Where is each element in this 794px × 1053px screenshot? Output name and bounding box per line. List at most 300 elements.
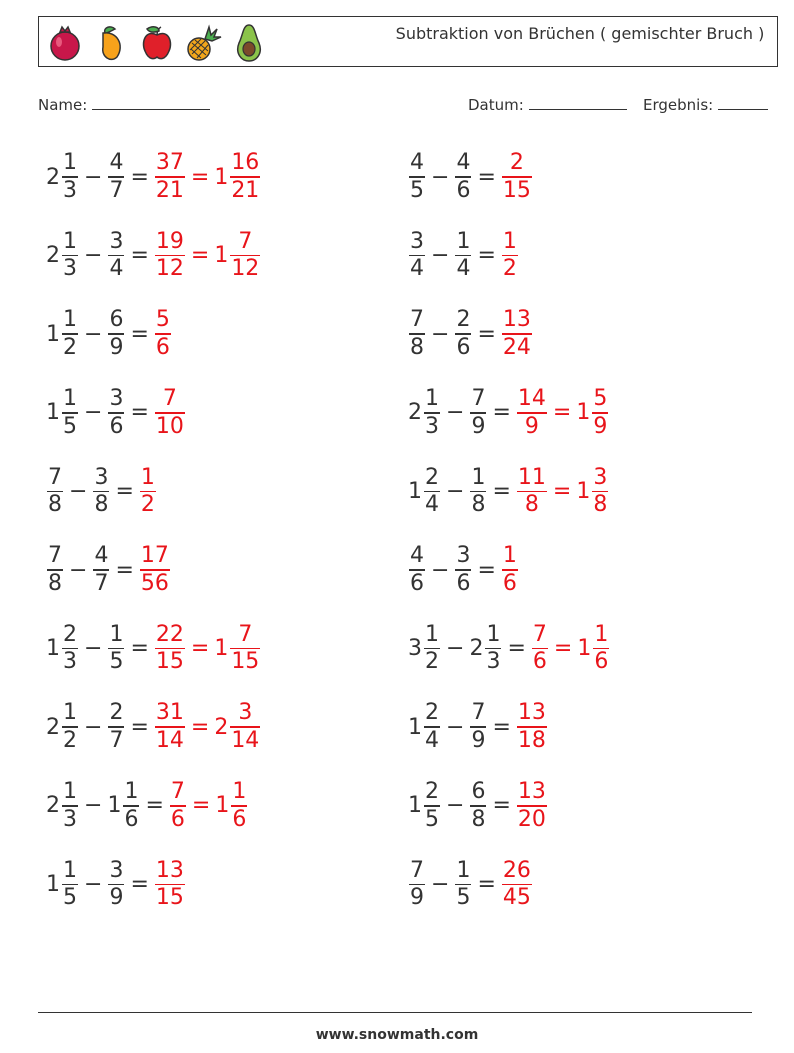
answer-mixed-whole: 1: [214, 243, 229, 269]
answer: [154, 700, 261, 754]
subtrahend-fraction-denominator: 6: [456, 334, 471, 360]
minuend-fraction: [409, 307, 425, 361]
subtrahend-fraction: [470, 465, 486, 519]
answer-improper-numerator: 7: [532, 621, 547, 647]
answer-improper: [140, 543, 170, 597]
answer: [531, 622, 610, 676]
minuend-fraction: [47, 543, 63, 597]
answer-equals-sign: =: [552, 478, 572, 504]
answer-mixed-fraction: [230, 150, 260, 204]
exercise-row: [46, 614, 261, 684]
subtrahend-fraction-denominator: 7: [109, 177, 124, 203]
answer: [154, 386, 186, 440]
subtrahend-fraction-denominator: 4: [109, 256, 124, 282]
minus-sign: −: [84, 714, 103, 740]
subtrahend-fraction-denominator: 7: [109, 727, 124, 753]
answer-improper-denominator: 56: [140, 570, 169, 596]
answer-mixed-whole: 1: [576, 478, 591, 504]
subtrahend-fraction: [470, 779, 486, 833]
answer-mixed-whole: 1: [215, 793, 230, 819]
equals-sign: =: [130, 243, 149, 269]
answer-mixed-fraction-denominator: 14: [231, 727, 260, 753]
subtrahend-fraction: [123, 779, 139, 833]
answer-mixed-fraction-numerator: 1: [232, 779, 247, 805]
answer-mixed-whole: 1: [214, 164, 229, 190]
minuend-fraction-denominator: 8: [48, 570, 62, 596]
answer-improper-denominator: 2: [140, 492, 155, 518]
minuend-fraction-numerator: 2: [425, 464, 439, 490]
minuend-fraction: [409, 858, 425, 912]
subtrahend-fraction-denominator: 6: [109, 413, 124, 439]
answer-mixed-fraction-numerator: 3: [593, 464, 608, 490]
answer-improper-numerator: 14: [517, 386, 546, 412]
answer-mixed-fraction-denominator: 12: [231, 256, 260, 282]
answer-improper: [517, 465, 547, 519]
answer-mixed-whole: 1: [214, 636, 229, 662]
equals-sign: =: [477, 321, 496, 347]
exercise-row: [408, 535, 519, 605]
footer-divider: [38, 1012, 752, 1013]
minuend-fraction: [424, 779, 440, 833]
subtrahend-fraction: [455, 858, 471, 912]
minuend-fraction: [424, 465, 440, 519]
date-label: Datum:: [468, 96, 524, 114]
fruit-icons: [45, 21, 269, 63]
answer-improper: [532, 622, 548, 676]
minuend-fraction-numerator: 2: [425, 700, 439, 726]
exercise-row: [46, 692, 261, 762]
answer-improper: [155, 622, 185, 676]
exercise-row: [46, 771, 248, 841]
subtrahend-fraction-numerator: 1: [109, 621, 124, 647]
answer: [154, 307, 172, 361]
minuend-fraction-numerator: 1: [63, 307, 77, 333]
subtrahend-fraction: [108, 622, 124, 676]
subtrahend-fraction: [108, 700, 124, 754]
subtrahend-fraction-denominator: 3: [486, 649, 501, 675]
answer-improper-numerator: 37: [155, 150, 184, 176]
equals-sign: =: [130, 871, 149, 897]
minuend-fraction-denominator: 2: [63, 727, 77, 753]
answer-improper: [502, 543, 518, 597]
minus-sign: −: [69, 557, 88, 583]
subtrahend-fraction-denominator: 7: [94, 570, 109, 596]
subtrahend-whole: 1: [107, 793, 122, 819]
answer-improper: [155, 307, 171, 361]
answer-equals-sign: =: [191, 793, 211, 819]
answer-improper-numerator: 13: [517, 779, 546, 805]
subtrahend-fraction-numerator: 1: [124, 779, 139, 805]
answer-improper: [155, 700, 185, 754]
answer-improper-numerator: 11: [517, 464, 546, 490]
answer-improper: [517, 779, 547, 833]
answer-mixed-fraction-numerator: 5: [593, 386, 608, 412]
answer-mixed-fraction: [230, 622, 260, 676]
exercise-row: [46, 378, 186, 448]
subtrahend-fraction-denominator: 5: [456, 885, 471, 911]
equals-sign: =: [492, 714, 511, 740]
subtrahend-fraction-denominator: 5: [109, 649, 124, 675]
subtrahend-whole: 2: [469, 636, 484, 662]
subtrahend-fraction: [455, 307, 471, 361]
avocado-icon: [229, 21, 269, 63]
minuend-fraction-denominator: 5: [425, 806, 439, 832]
exercise-row: [46, 221, 261, 291]
worksheet-header: [38, 16, 778, 67]
answer-improper-denominator: 18: [517, 727, 546, 753]
answer-improper-denominator: 14: [155, 727, 184, 753]
minuend-whole: 1: [46, 400, 60, 426]
exercise-row: [46, 849, 186, 919]
footer-url: www.snowmath.com: [315, 1027, 479, 1043]
equals-sign: =: [492, 478, 511, 504]
answer-improper-numerator: 7: [162, 386, 177, 412]
date-blank-line: [529, 95, 627, 110]
subtrahend-fraction-numerator: 1: [486, 621, 501, 647]
minuend-fraction: [424, 622, 440, 676]
minus-sign: −: [431, 871, 450, 897]
subtrahend-fraction: [455, 150, 471, 204]
answer-improper: [140, 465, 156, 519]
minuend-whole: 2: [408, 400, 422, 426]
answer: [501, 543, 519, 597]
answer-improper-numerator: 31: [155, 700, 184, 726]
answer-equals-sign: =: [190, 243, 210, 269]
minuend-fraction-denominator: 4: [410, 256, 424, 282]
minuend-fraction-denominator: 4: [425, 727, 439, 753]
equals-sign: =: [115, 557, 134, 583]
answer-improper: [155, 229, 185, 283]
answer-mixed-fraction-denominator: 8: [593, 492, 608, 518]
answer-equals-sign: =: [552, 400, 572, 426]
subtrahend-fraction: [485, 622, 501, 676]
answer-improper-denominator: 10: [155, 413, 184, 439]
minuend-whole: 2: [46, 164, 60, 190]
minuend-fraction: [424, 700, 440, 754]
answer-equals-sign: =: [190, 164, 210, 190]
exercise-row: [408, 142, 533, 212]
minuend-fraction-denominator: 5: [410, 177, 424, 203]
result-label: Ergebnis:: [643, 96, 714, 114]
minuend-whole: 2: [46, 793, 60, 819]
minuend-fraction-numerator: 1: [425, 621, 439, 647]
exercise-row: [408, 378, 609, 448]
answer-improper: [502, 307, 532, 361]
minus-sign: −: [84, 400, 103, 426]
minuend-fraction: [62, 229, 78, 283]
minus-sign: −: [431, 164, 450, 190]
subtrahend-fraction-denominator: 8: [471, 492, 486, 518]
minus-sign: −: [446, 714, 465, 740]
answer-improper-denominator: 8: [524, 492, 539, 518]
subtrahend-fraction-numerator: 7: [471, 386, 486, 412]
equals-sign: =: [477, 164, 496, 190]
answer-improper-numerator: 7: [170, 779, 185, 805]
answer-improper-denominator: 6: [532, 649, 547, 675]
minuend-fraction-denominator: 5: [63, 885, 77, 911]
answer-improper-denominator: 6: [155, 334, 170, 360]
answer-mixed-fraction: [231, 779, 247, 833]
answer-improper-denominator: 21: [155, 177, 184, 203]
answer-equals-sign: =: [553, 636, 573, 662]
minuend-fraction-numerator: 1: [63, 150, 77, 176]
equals-sign: =: [130, 400, 149, 426]
subtrahend-fraction-numerator: 2: [456, 307, 471, 333]
subtrahend-fraction-numerator: 2: [109, 700, 124, 726]
minuend-fraction: [62, 150, 78, 204]
answer-improper-denominator: 24: [502, 334, 531, 360]
answer-improper: [170, 779, 186, 833]
minuend-whole: 2: [46, 243, 60, 269]
subtrahend-fraction-denominator: 6: [456, 570, 471, 596]
minuend-fraction: [62, 779, 78, 833]
subtrahend-fraction-numerator: 6: [109, 307, 124, 333]
minus-sign: −: [84, 243, 103, 269]
answer-improper-numerator: 2: [509, 150, 524, 176]
minus-sign: −: [84, 164, 103, 190]
subtrahend-fraction-denominator: 6: [124, 806, 139, 832]
answer-mixed-fraction: [592, 465, 608, 519]
name-blank-line: [92, 95, 210, 110]
equals-sign: =: [477, 557, 496, 583]
minus-sign: −: [84, 793, 103, 819]
answer-mixed-whole: 2: [214, 714, 229, 740]
minus-sign: −: [446, 478, 465, 504]
minuend-fraction-denominator: 3: [63, 256, 77, 282]
exercise-row: [408, 692, 548, 762]
answer-improper: [502, 229, 518, 283]
subtrahend-fraction: [455, 229, 471, 283]
exercise-row: [46, 456, 157, 526]
subtrahend-fraction-numerator: 3: [94, 464, 109, 490]
minuend-fraction-denominator: 8: [410, 334, 424, 360]
subtrahend-fraction-denominator: 9: [109, 885, 124, 911]
answer: [139, 543, 171, 597]
subtrahend-fraction-denominator: 9: [471, 413, 486, 439]
pomegranate-icon: [45, 21, 85, 63]
subtrahend-fraction: [470, 386, 486, 440]
minuend-fraction-numerator: 4: [410, 150, 424, 176]
answer: [501, 307, 533, 361]
subtrahend-fraction-numerator: 4: [456, 150, 471, 176]
answer-improper-denominator: 2: [502, 256, 517, 282]
answer-improper-numerator: 1: [502, 228, 517, 254]
subtrahend-fraction-denominator: 9: [109, 334, 124, 360]
name-field: [38, 95, 210, 114]
subtrahend-fraction-denominator: 6: [456, 177, 471, 203]
answer-improper-numerator: 19: [155, 228, 184, 254]
minuend-fraction: [409, 543, 425, 597]
minuend-whole: 1: [408, 478, 422, 504]
subtrahend-fraction-numerator: 1: [456, 228, 471, 254]
answer: [516, 779, 548, 833]
minus-sign: −: [431, 243, 450, 269]
minuend-fraction-denominator: 5: [63, 413, 77, 439]
minuend-fraction-numerator: 1: [63, 228, 77, 254]
minuend-fraction-numerator: 2: [63, 621, 77, 647]
minuend-whole: 1: [408, 714, 422, 740]
minus-sign: −: [84, 871, 103, 897]
answer-improper: [155, 150, 185, 204]
exercise-row: [408, 456, 609, 526]
minuend-whole: 1: [408, 793, 422, 819]
name-label: Name:: [38, 96, 88, 114]
answer: [154, 622, 261, 676]
subtrahend-fraction: [108, 229, 124, 283]
answer-improper: [502, 150, 532, 204]
answer-improper-numerator: 1: [140, 464, 155, 490]
minuend-fraction-numerator: 1: [63, 700, 77, 726]
answer-improper-denominator: 15: [155, 649, 184, 675]
minuend-fraction-denominator: 9: [410, 885, 424, 911]
result-field: [643, 95, 768, 114]
answer: [139, 465, 157, 519]
equals-sign: =: [492, 793, 511, 819]
answer-improper-numerator: 13: [517, 700, 546, 726]
equals-sign: =: [115, 478, 134, 504]
answer-improper-denominator: 6: [170, 806, 185, 832]
minuend-fraction: [62, 700, 78, 754]
answer-mixed-fraction: [592, 386, 608, 440]
exercise-row: [408, 771, 548, 841]
answer-mixed-whole: 1: [576, 400, 591, 426]
answer-mixed-fraction: [230, 229, 260, 283]
minuend-fraction-numerator: 4: [410, 543, 424, 569]
answer-improper-numerator: 17: [140, 543, 169, 569]
answer-improper-numerator: 26: [502, 857, 531, 883]
mango-icon: [91, 21, 131, 63]
subtrahend-fraction-numerator: 7: [471, 700, 486, 726]
answer-improper-numerator: 13: [155, 857, 184, 883]
answer-mixed-fraction-denominator: 9: [593, 413, 608, 439]
answer: [501, 858, 533, 912]
minuend-fraction-numerator: 7: [48, 464, 62, 490]
minuend-fraction: [409, 229, 425, 283]
subtrahend-fraction-numerator: 3: [109, 228, 124, 254]
minuend-fraction-denominator: 3: [63, 177, 77, 203]
answer-improper: [502, 858, 532, 912]
minuend-fraction-denominator: 3: [63, 806, 77, 832]
subtrahend-fraction-numerator: 1: [471, 464, 486, 490]
pineapple-icon: [183, 21, 223, 63]
minuend-fraction-numerator: 1: [63, 386, 77, 412]
minuend-fraction-denominator: 2: [63, 334, 77, 360]
answer-improper-denominator: 20: [517, 806, 546, 832]
subtrahend-fraction: [93, 543, 109, 597]
minuend-fraction: [409, 150, 425, 204]
equals-sign: =: [477, 243, 496, 269]
answer-improper: [155, 858, 185, 912]
minus-sign: −: [446, 793, 465, 819]
minuend-fraction-numerator: 7: [410, 857, 424, 883]
answer-mixed-fraction-numerator: 7: [238, 228, 253, 254]
answer: [154, 858, 186, 912]
answer-improper-numerator: 1: [502, 543, 517, 569]
subtrahend-fraction-denominator: 8: [94, 492, 109, 518]
minuend-whole: 1: [46, 321, 60, 347]
minuend-fraction-numerator: 7: [410, 307, 424, 333]
answer-improper-denominator: 12: [155, 256, 184, 282]
answer-mixed-fraction: [593, 622, 609, 676]
date-field: [468, 95, 627, 114]
subtrahend-fraction-numerator: 4: [109, 150, 124, 176]
minus-sign: −: [446, 400, 465, 426]
answer-improper-denominator: 45: [502, 885, 531, 911]
answer-mixed-fraction: [230, 700, 260, 754]
answer-mixed-fraction-numerator: 16: [231, 150, 260, 176]
subtrahend-fraction-numerator: 3: [456, 543, 471, 569]
answer: [501, 229, 519, 283]
equals-sign: =: [507, 636, 526, 662]
answer: [516, 386, 609, 440]
answer-improper-numerator: 5: [155, 307, 170, 333]
subtrahend-fraction: [455, 543, 471, 597]
subtrahend-fraction: [108, 307, 124, 361]
minuend-fraction-numerator: 1: [425, 386, 439, 412]
minuend-fraction-numerator: 7: [48, 543, 62, 569]
subtrahend-fraction: [93, 465, 109, 519]
equals-sign: =: [492, 400, 511, 426]
minuend-whole: 3: [408, 636, 422, 662]
exercise-row: [46, 535, 171, 605]
minuend-fraction-numerator: 1: [63, 779, 77, 805]
exercise-row: [46, 299, 172, 369]
minuend-fraction-denominator: 3: [425, 413, 439, 439]
answer: [154, 150, 261, 204]
exercise-row: [408, 299, 533, 369]
apple-icon: [137, 21, 177, 63]
exercise-row: [46, 142, 261, 212]
worksheet-title: Subtraktion von Brüchen ( gemischter Bruch ): [395, 24, 765, 43]
minuend-whole: 1: [46, 871, 60, 897]
answer: [169, 779, 248, 833]
subtrahend-fraction: [470, 700, 486, 754]
answer: [516, 700, 548, 754]
minuend-fraction: [62, 622, 78, 676]
minuend-whole: 2: [46, 714, 60, 740]
exercise-row: [408, 614, 610, 684]
minus-sign: −: [69, 478, 88, 504]
minuend-fraction-denominator: 4: [425, 492, 439, 518]
minus-sign: −: [84, 636, 103, 662]
answer: [154, 229, 261, 283]
minuend-fraction-numerator: 2: [425, 779, 439, 805]
minuend-whole: 1: [46, 636, 60, 662]
subtrahend-fraction-denominator: 9: [471, 727, 486, 753]
subtrahend-fraction-numerator: 4: [94, 543, 109, 569]
answer-mixed-fraction-denominator: 6: [232, 806, 247, 832]
subtrahend-fraction-denominator: 4: [456, 256, 471, 282]
answer-improper-denominator: 15: [502, 177, 531, 203]
exercise-row: [408, 849, 533, 919]
subtrahend-fraction: [108, 150, 124, 204]
subtrahend-fraction: [108, 858, 124, 912]
answer-mixed-fraction-numerator: 7: [238, 621, 253, 647]
subtrahend-fraction-numerator: 3: [109, 386, 124, 412]
answer: [501, 150, 533, 204]
answer-improper: [517, 386, 547, 440]
equals-sign: =: [477, 871, 496, 897]
answer-improper-denominator: 6: [502, 570, 517, 596]
answer-equals-sign: =: [190, 636, 210, 662]
subtrahend-fraction-numerator: 1: [456, 857, 471, 883]
answer-mixed-fraction-numerator: 3: [238, 700, 253, 726]
minuend-fraction-numerator: 1: [63, 857, 77, 883]
answer-improper-denominator: 9: [524, 413, 539, 439]
subtrahend-fraction-numerator: 6: [471, 779, 486, 805]
answer-improper-numerator: 22: [155, 621, 184, 647]
equals-sign: =: [130, 636, 149, 662]
